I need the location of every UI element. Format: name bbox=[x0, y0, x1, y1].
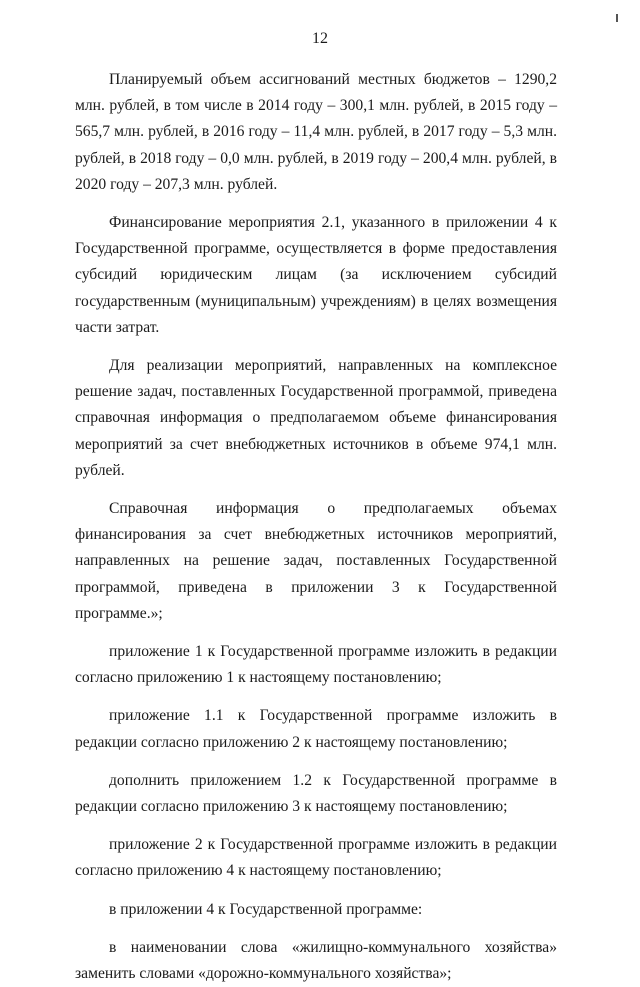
paragraph-appendix-1: приложение 1 к Государственной программе изложить в редакции согласно приложению 1 к настоящему постановлению; bbox=[75, 643, 557, 687]
paragraph-appendix-1-1: приложение 1.1 к Государственной программе изложить в редакции согласно приложению 2 к настоящему постановлению; bbox=[75, 707, 557, 751]
paragraph-extrabudgetary-volume: Для реализации мероприятий, направленных на комплексное решение задач, поставленных Государственной программой, приведена справочная информация о предполагаемом объеме финансирования мероприятий за счет внебюджетных источников в объеме 974,1 млн. рублей. bbox=[75, 357, 557, 479]
document-body bbox=[75, 67, 557, 987]
paragraph-reference-info: Справочная информация о предполагаемых объемах финансирования за счет внебюджетных источников мероприятий, направленных на решение задач, поставленных Государственной программой, приведена в приложении 3 к Государственной программе.»; bbox=[75, 500, 557, 622]
paragraph-financing-2-1: Финансирование мероприятия 2.1, указанного в приложении 4 к Государственной программе, осуществляется в форме предоставления субсидий юридическим лицам (за исключением субсидий государственным (муниципальным) учреждениям) в целях возмещения части затрат. bbox=[75, 214, 557, 336]
scan-mark bbox=[616, 14, 618, 22]
page-number: 12 bbox=[312, 30, 328, 47]
paragraph-appendix-1-2: дополнить приложением 1.2 к Государственной программе в редакции согласно приложению 3 к настоящему постановлению; bbox=[75, 771, 557, 816]
paragraph-appendix-4-intro: в приложении 4 к Государственной программе: bbox=[109, 900, 423, 918]
paragraph-appendix-4-rename: в наименовании слова «жилищно-коммунального хозяйства» заменить словами «дорожно-коммунального хозяйства»; bbox=[75, 938, 557, 983]
paragraph-appendix-2: приложение 2 к Государственной программе изложить в редакции согласно приложению 4 к настоящему постановлению; bbox=[75, 836, 557, 880]
paragraph-local-budget: Планируемый объем ассигнований местных бюджетов – 1290,2 млн. рублей, в том числе в 2014 году – 300,1 млн. рублей, в 2015 году – 565,7 млн. рублей, в 2016 году – 11,4 млн. рублей, в 2017 году – 5,3 млн. рублей, в 2018 году – 0,0 млн. рублей, в 2019 году – 200,4 млн. рублей, в 2020 году – 207,3 млн. рублей. bbox=[75, 71, 557, 193]
